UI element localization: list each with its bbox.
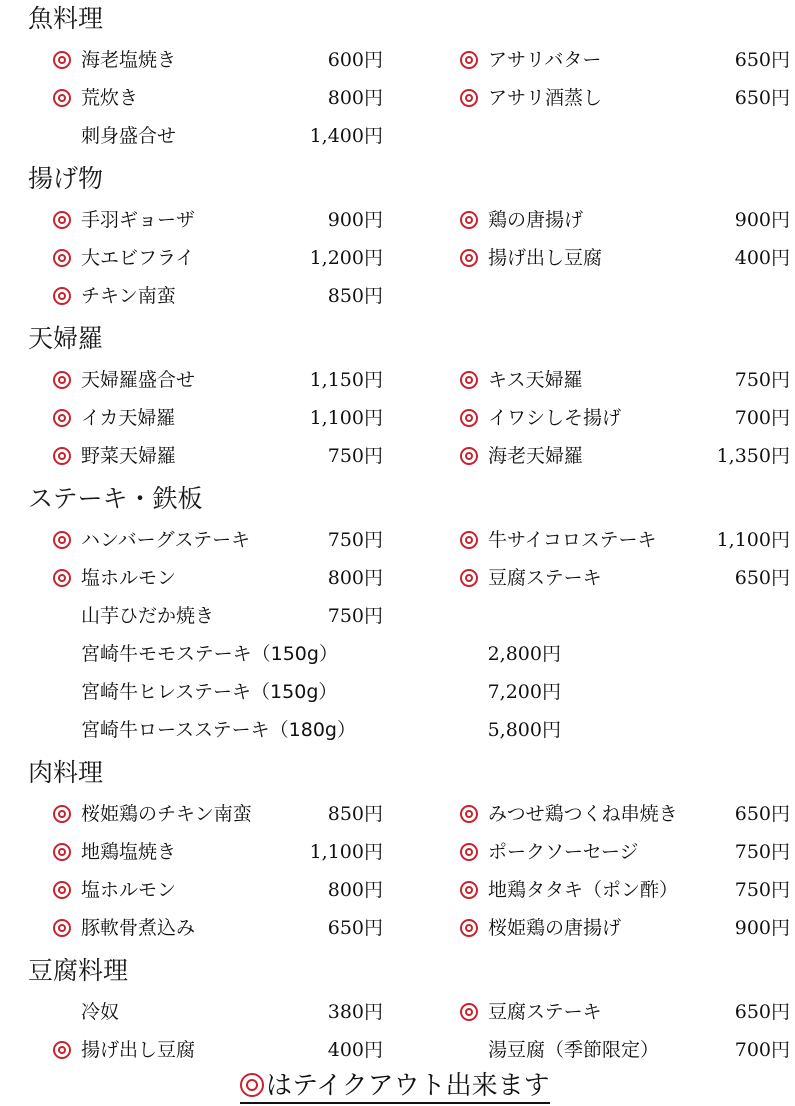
takeout-mark-icon <box>460 919 478 937</box>
takeout-mark-icon <box>53 531 71 549</box>
item-price: 400円 <box>327 1039 383 1061</box>
takeout-mark-icon <box>53 409 71 427</box>
takeout-mark-icon <box>460 371 478 389</box>
menu-item <box>53 46 383 74</box>
item-name: 豚軟骨煮込み <box>81 917 196 939</box>
menu-item <box>460 1036 790 1064</box>
item-price: 900円 <box>734 209 790 231</box>
item-name: 湯豆腐（季節限定） <box>488 1039 660 1061</box>
item-name: 海老塩焼き <box>81 49 177 71</box>
item-name: 宮崎牛モモステーキ（150g） <box>81 643 338 665</box>
item-name: チキン南蛮 <box>81 285 176 307</box>
item-price: 1,100円 <box>309 407 383 429</box>
item-name: 地鶏タタキ（ポン酢） <box>488 879 679 901</box>
item-name: 荒炊き <box>81 87 139 109</box>
menu-item <box>460 526 790 554</box>
item-name: 豆腐ステーキ <box>488 567 602 589</box>
item-price: 750円 <box>327 445 383 467</box>
item-price: 750円 <box>734 841 790 863</box>
takeout-mark-icon <box>53 287 71 305</box>
item-price: 1,400円 <box>309 125 383 147</box>
menu-item <box>460 244 790 272</box>
takeout-note-text: はテイクアウト出来ます <box>266 1071 550 1101</box>
menu-item <box>460 366 790 394</box>
item-price: 1,100円 <box>716 529 790 551</box>
item-name: 地鶏塩焼き <box>81 841 177 863</box>
takeout-mark-icon <box>460 447 478 465</box>
menu-item <box>53 602 383 630</box>
menu-item <box>53 800 383 828</box>
item-name: 塩ホルモン <box>81 879 177 901</box>
takeout-mark-icon <box>460 843 478 861</box>
takeout-mark-icon <box>460 89 478 107</box>
item-name: 揚げ出し豆腐 <box>81 1039 196 1061</box>
menu-item <box>460 876 790 904</box>
menu-item <box>53 640 561 668</box>
menu-item <box>53 122 383 150</box>
item-price: 800円 <box>327 879 383 901</box>
menu-item <box>460 914 790 942</box>
item-name: 大エビフライ <box>81 247 195 269</box>
menu-item <box>53 442 383 470</box>
takeout-note <box>240 1070 550 1104</box>
item-name: キス天婦羅 <box>488 369 583 391</box>
menu-item <box>53 526 383 554</box>
item-name: 宮崎牛ロースステーキ（180g） <box>81 719 356 741</box>
takeout-mark-icon <box>53 569 71 587</box>
menu-item <box>53 716 561 744</box>
takeout-mark-icon <box>460 1003 478 1021</box>
section-heading-meat: 肉料理 <box>28 758 104 787</box>
item-name: 桜姫鶏のチキン南蛮 <box>81 803 252 825</box>
takeout-mark-icon <box>460 881 478 899</box>
item-price: 1,150円 <box>309 369 383 391</box>
item-price: 650円 <box>734 567 790 589</box>
menu-item <box>53 564 383 592</box>
takeout-mark-icon <box>460 249 478 267</box>
item-name: みつせ鶏つくね串焼き <box>488 803 678 825</box>
menu-item <box>460 800 790 828</box>
section-heading-tempura: 天婦羅 <box>28 324 104 353</box>
menu-item <box>460 84 790 112</box>
takeout-mark-icon <box>53 1041 71 1059</box>
item-price: 2,800円 <box>487 643 561 665</box>
section-heading-tofu: 豆腐料理 <box>28 956 129 985</box>
item-name: アサリ酒蒸し <box>488 87 603 109</box>
section-heading-fish: 魚料理 <box>28 4 104 33</box>
item-price: 7,200円 <box>487 681 561 703</box>
item-price: 1,350円 <box>716 445 790 467</box>
takeout-mark-icon <box>53 843 71 861</box>
item-price: 750円 <box>734 879 790 901</box>
item-price: 900円 <box>327 209 383 231</box>
item-price: 700円 <box>734 1039 790 1061</box>
menu-item <box>460 838 790 866</box>
takeout-mark-icon <box>53 919 71 937</box>
takeout-mark-icon <box>460 211 478 229</box>
item-price: 650円 <box>734 49 790 71</box>
menu-item <box>460 206 790 234</box>
menu-item <box>460 998 790 1026</box>
item-price: 850円 <box>327 285 383 307</box>
takeout-mark-icon <box>460 569 478 587</box>
item-name: 鶏の唐揚げ <box>488 209 584 231</box>
menu-item <box>460 404 790 432</box>
item-name: 天婦羅盛合せ <box>81 369 196 391</box>
item-price: 650円 <box>734 803 790 825</box>
item-price: 750円 <box>327 605 383 627</box>
item-price: 5,800円 <box>487 719 561 741</box>
item-price: 800円 <box>327 87 383 109</box>
item-name: 塩ホルモン <box>81 567 177 589</box>
item-price: 900円 <box>734 917 790 939</box>
menu-item <box>460 442 790 470</box>
takeout-mark-icon <box>53 371 71 389</box>
item-price: 700円 <box>734 407 790 429</box>
item-name: 桜姫鶏の唐揚げ <box>488 917 622 939</box>
item-name: イワシしそ揚げ <box>488 407 622 429</box>
menu-item <box>53 206 383 234</box>
takeout-mark-icon <box>53 447 71 465</box>
item-price: 750円 <box>734 369 790 391</box>
takeout-mark-icon <box>53 881 71 899</box>
item-price: 600円 <box>327 49 383 71</box>
item-name: イカ天婦羅 <box>81 407 176 429</box>
item-name: 牛サイコロステーキ <box>488 529 657 551</box>
menu-item <box>53 914 383 942</box>
item-name: 山芋ひだか焼き <box>81 605 215 627</box>
item-price: 650円 <box>327 917 383 939</box>
item-price: 1,100円 <box>309 841 383 863</box>
takeout-mark-icon <box>53 211 71 229</box>
item-name: 冷奴 <box>81 1001 120 1023</box>
takeout-mark-icon <box>460 805 478 823</box>
menu-item <box>53 998 383 1026</box>
item-name: 海老天婦羅 <box>488 445 584 467</box>
menu-item <box>53 1036 383 1064</box>
item-price: 650円 <box>734 87 790 109</box>
section-heading-steak: ステーキ・鉄板 <box>28 484 203 513</box>
item-name: ポークソーセージ <box>488 841 639 863</box>
takeout-mark-icon <box>460 531 478 549</box>
item-price: 1,200円 <box>309 247 383 269</box>
item-price: 400円 <box>734 247 790 269</box>
menu-item <box>53 876 383 904</box>
double-circle-icon <box>240 1073 264 1097</box>
item-name: 豆腐ステーキ <box>488 1001 602 1023</box>
menu-item <box>53 366 383 394</box>
item-price: 850円 <box>327 803 383 825</box>
item-name: ハンバーグステーキ <box>81 529 251 551</box>
menu-item <box>460 564 790 592</box>
menu-item <box>53 282 383 310</box>
item-price: 800円 <box>327 567 383 589</box>
item-name: アサリバター <box>488 49 602 71</box>
menu-item <box>53 678 561 706</box>
item-price: 380円 <box>327 1001 383 1023</box>
takeout-mark-icon <box>53 249 71 267</box>
takeout-mark-icon <box>53 51 71 69</box>
menu-item <box>53 404 383 432</box>
takeout-mark-icon <box>53 89 71 107</box>
item-name: 刺身盛合せ <box>81 125 177 147</box>
item-name: 揚げ出し豆腐 <box>488 247 603 269</box>
takeout-mark-icon <box>460 51 478 69</box>
item-name: 宮崎牛ヒレステーキ（150g） <box>81 681 338 703</box>
menu-item <box>53 244 383 272</box>
menu-item <box>53 84 383 112</box>
item-price: 650円 <box>734 1001 790 1023</box>
item-name: 野菜天婦羅 <box>81 445 177 467</box>
item-price: 750円 <box>327 529 383 551</box>
menu-item <box>53 838 383 866</box>
menu-item <box>460 46 790 74</box>
section-heading-fried: 揚げ物 <box>28 164 104 193</box>
item-name: 手羽ギョーザ <box>81 209 196 231</box>
takeout-mark-icon <box>460 409 478 427</box>
takeout-mark-icon <box>53 805 71 823</box>
